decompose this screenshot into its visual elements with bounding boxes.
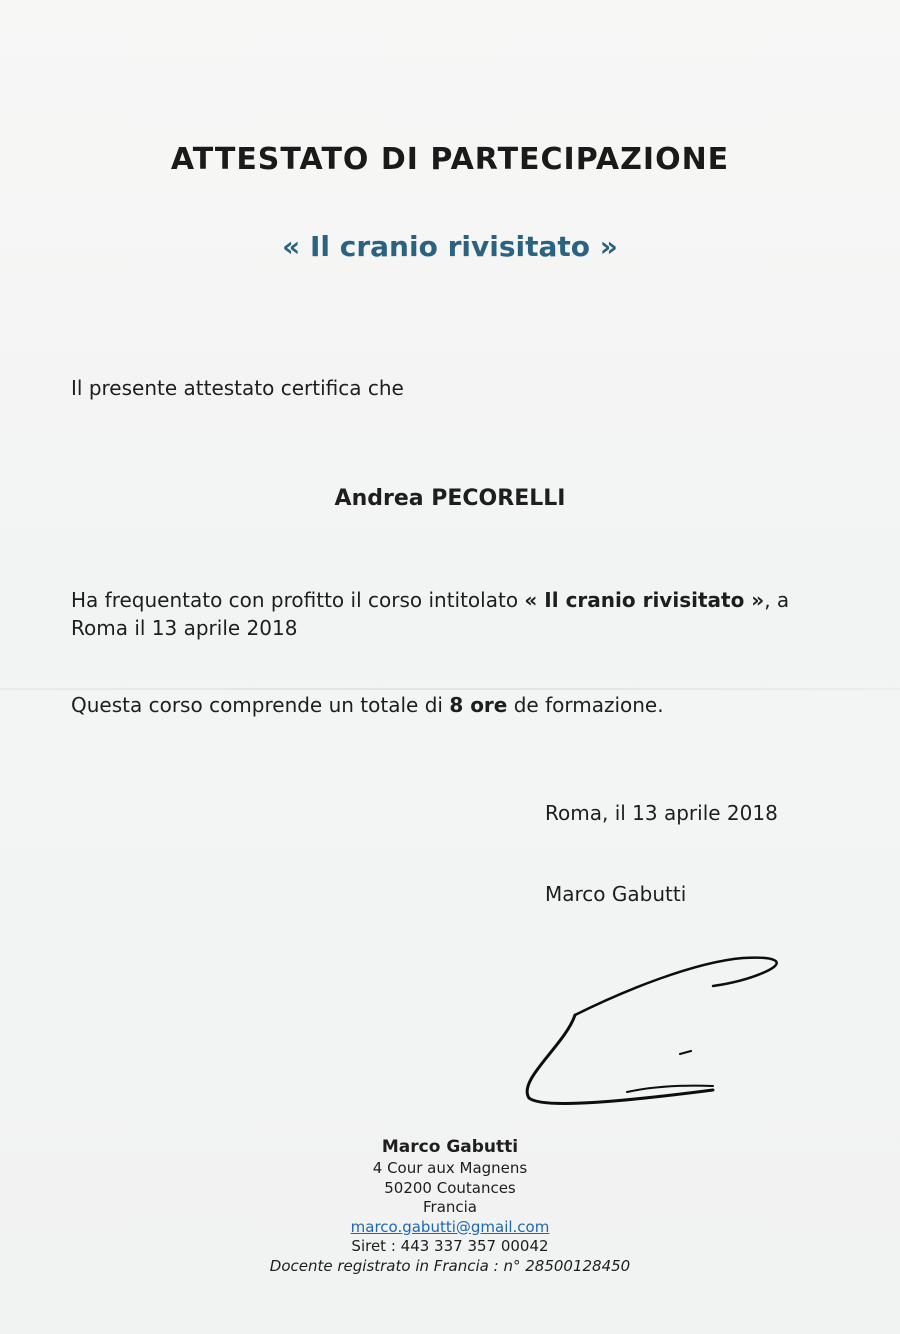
duration-suffix: de formazione. bbox=[507, 693, 664, 717]
attendance-paragraph bbox=[71, 586, 871, 642]
footer-registration: Docente registrato in Francia : n° 28500128450 bbox=[269, 1256, 631, 1275]
duration-prefix: Questa corso comprende un totale di bbox=[71, 693, 450, 717]
certificate-title: ATTESTATO DI PARTECIPAZIONE bbox=[170, 142, 730, 177]
duration-paragraph bbox=[71, 693, 664, 717]
signer-name: Marco Gabutti bbox=[545, 882, 687, 906]
intro-text: Il presente attestato certifica che bbox=[71, 376, 404, 400]
course-subtitle: « Il cranio rivisitato » bbox=[282, 230, 618, 263]
footer-address-line2: 50200 Coutances bbox=[384, 1178, 516, 1197]
attendance-prefix: Ha frequentato con profitto il corso intitolato bbox=[71, 588, 525, 612]
attendance-suffix: , a bbox=[764, 588, 790, 612]
footer-country: Francia bbox=[422, 1198, 477, 1216]
footer-name: Marco Gabutti bbox=[381, 1137, 519, 1157]
attendance-course-name: « Il cranio rivisitato » bbox=[524, 588, 765, 612]
duration-hours: 8 ore bbox=[449, 693, 508, 717]
participant-name: Andrea PECORELLI bbox=[334, 486, 566, 511]
handwritten-signature bbox=[515, 950, 795, 1120]
footer-email-link[interactable]: marco.gabutti@gmail.com bbox=[350, 1217, 550, 1236]
footer-contact bbox=[0, 1135, 900, 1276]
attendance-location-date: Roma il 13 aprile 2018 bbox=[71, 616, 298, 640]
footer-address-line1: 4 Cour aux Magnens bbox=[372, 1159, 528, 1177]
paper-fold bbox=[0, 688, 900, 690]
footer-siret: Siret : 443 337 357 00042 bbox=[351, 1237, 549, 1255]
place-date: Roma, il 13 aprile 2018 bbox=[545, 801, 778, 825]
